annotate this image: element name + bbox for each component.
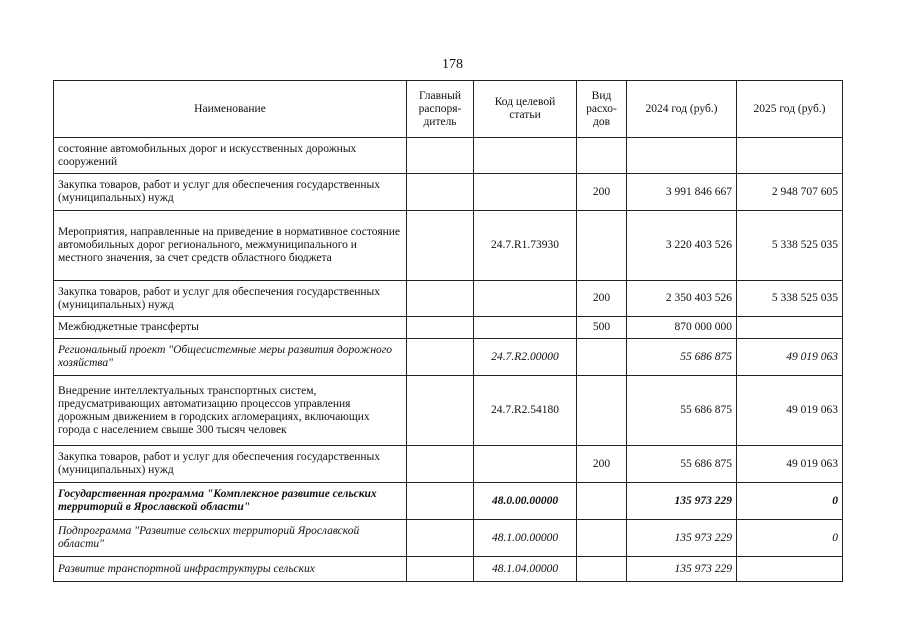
table-row: [54, 138, 843, 174]
cell-admin: [407, 281, 474, 317]
cell-y2024: 2 350 403 526: [627, 281, 737, 317]
cell-code: [474, 446, 577, 483]
header-admin: Главный распоря-дитель: [407, 81, 474, 138]
cell-admin: [407, 174, 474, 211]
cell-code: 24.7.R2.00000: [474, 339, 577, 376]
cell-code: [474, 281, 577, 317]
cell-type: [577, 483, 627, 520]
cell-type: [577, 557, 627, 582]
header-type: Вид расхо-дов: [577, 81, 627, 138]
cell-name: Региональный проект "Общесистемные меры развития дорожного хозяйства": [54, 339, 407, 376]
cell-y2024: 3 991 846 667: [627, 174, 737, 211]
cell-y2025: 49 019 063: [737, 376, 843, 446]
table-row: [54, 174, 843, 211]
cell-admin: [407, 446, 474, 483]
cell-code: [474, 317, 577, 339]
cell-type: [577, 138, 627, 174]
cell-y2025: 5 338 525 035: [737, 281, 843, 317]
cell-y2025: [737, 317, 843, 339]
cell-y2025: 0: [737, 520, 843, 557]
cell-admin: [407, 138, 474, 174]
cell-type: 500: [577, 317, 627, 339]
cell-admin: [407, 520, 474, 557]
cell-admin: [407, 211, 474, 281]
cell-y2025: 0: [737, 483, 843, 520]
cell-code: [474, 174, 577, 211]
cell-type: [577, 211, 627, 281]
cell-name: Закупка товаров, работ и услуг для обеспечения государственных (муниципальных) нужд: [54, 174, 407, 211]
cell-admin: [407, 317, 474, 339]
header-2025: 2025 год (руб.): [737, 81, 843, 138]
cell-type: [577, 520, 627, 557]
cell-name: Межбюджетные трансферты: [54, 317, 407, 339]
budget-table: [53, 80, 843, 582]
table-row: [54, 557, 843, 582]
cell-code: 48.1.00.00000: [474, 520, 577, 557]
table-row: [54, 520, 843, 557]
header-2024: 2024 год (руб.): [627, 81, 737, 138]
table-row: [54, 211, 843, 281]
cell-type: [577, 376, 627, 446]
cell-y2024: 135 973 229: [627, 520, 737, 557]
cell-type: 200: [577, 281, 627, 317]
cell-admin: [407, 339, 474, 376]
cell-y2025: 49 019 063: [737, 339, 843, 376]
cell-y2024: 135 973 229: [627, 483, 737, 520]
table-row: [54, 446, 843, 483]
cell-y2024: 55 686 875: [627, 339, 737, 376]
cell-y2024: [627, 138, 737, 174]
cell-code: 24.7.R2.54180: [474, 376, 577, 446]
cell-y2024: 135 973 229: [627, 557, 737, 582]
table-header-row: [54, 81, 843, 138]
cell-y2025: [737, 138, 843, 174]
cell-y2024: 870 000 000: [627, 317, 737, 339]
cell-code: 48.0.00.00000: [474, 483, 577, 520]
header-code: Код целевой статьи: [474, 81, 577, 138]
cell-y2025: 49 019 063: [737, 446, 843, 483]
header-name: Наименование: [54, 81, 407, 138]
cell-y2025: 2 948 707 605: [737, 174, 843, 211]
cell-admin: [407, 557, 474, 582]
cell-code: [474, 138, 577, 174]
page-number: 178: [442, 57, 463, 72]
table-row: [54, 281, 843, 317]
cell-name: Подпрограмма "Развитие сельских территорий Ярославской области": [54, 520, 407, 557]
cell-name: Развитие транспортной инфраструктуры сельских: [54, 557, 407, 582]
table-row: [54, 339, 843, 376]
cell-type: 200: [577, 174, 627, 211]
table-row: [54, 317, 843, 339]
cell-code: 24.7.R1.73930: [474, 211, 577, 281]
cell-code: 48.1.04.00000: [474, 557, 577, 582]
cell-admin: [407, 376, 474, 446]
cell-y2025: 5 338 525 035: [737, 211, 843, 281]
cell-name: Внедрение интеллектуальных транспортных систем, предусматривающих автоматизацию процессов управления дорожным движением в городских агломерациях, включающих города с населением свыше 300 тысяч человек: [54, 376, 407, 446]
cell-y2024: 55 686 875: [627, 376, 737, 446]
cell-name: Государственная программа "Комплексное развитие сельских территорий в Ярославской области": [54, 483, 407, 520]
cell-name: состояние автомобильных дорог и искусственных дорожных сооружений: [54, 138, 407, 174]
cell-y2024: 3 220 403 526: [627, 211, 737, 281]
table-row: [54, 376, 843, 446]
cell-name: Закупка товаров, работ и услуг для обеспечения государственных (муниципальных) нужд: [54, 446, 407, 483]
cell-admin: [407, 483, 474, 520]
cell-type: [577, 339, 627, 376]
cell-name: Закупка товаров, работ и услуг для обеспечения государственных (муниципальных) нужд: [54, 281, 407, 317]
cell-type: 200: [577, 446, 627, 483]
table-row: [54, 483, 843, 520]
cell-name: Мероприятия, направленные на приведение в нормативное состояние автомобильных дорог регионального, межмуниципального и местного значения, за счет средств областного бюджета: [54, 211, 407, 281]
cell-y2024: 55 686 875: [627, 446, 737, 483]
cell-y2025: [737, 557, 843, 582]
